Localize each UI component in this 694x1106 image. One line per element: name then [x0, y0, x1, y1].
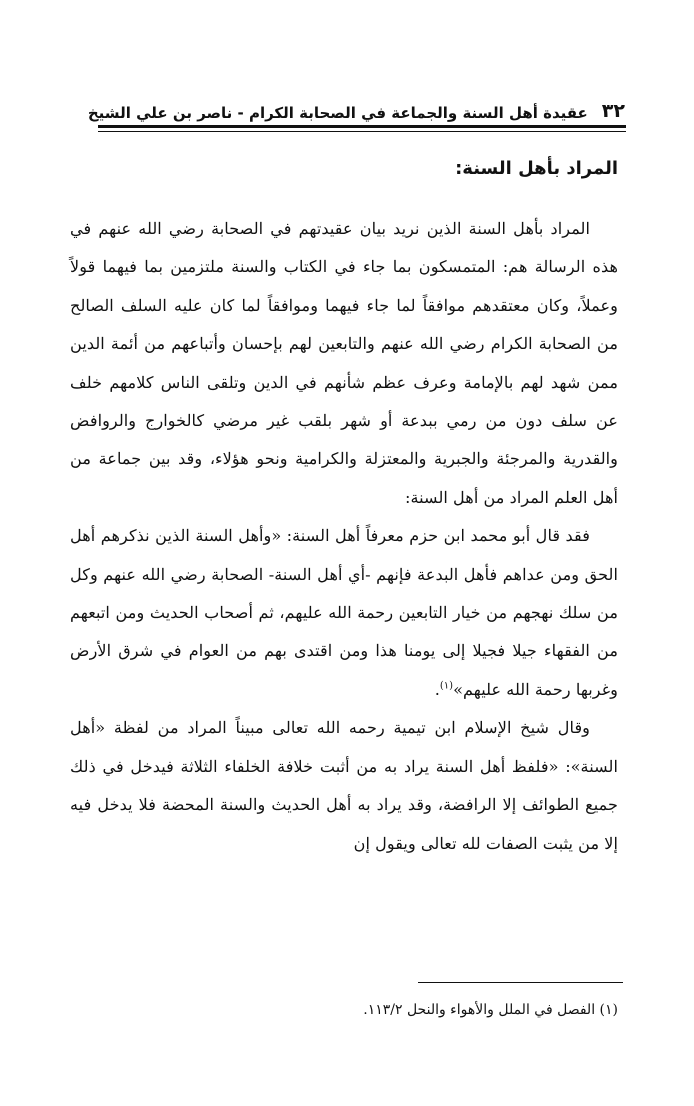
- paragraph-2-text: فقد قال أبو محمد ابن حزم معرفاً أهل السنة: «وأهل السنة الذين نذكرهم أهل الحق ومن عداهم فأهل البدعة فإنهم -أي أهل السنة- الصحابة رضي الله عنهم وكل من سلك نهجهم من خيار التابعين رحمة الله عليهم، ثم أصحاب الحديث ومن اتبعهم من الفقهاء جيلا فجيلا إلى يومنا هذا ومن اقتدى بهم من العوام في شرق الأرض وغربها رحمة الله عليهم»: [70, 526, 618, 699]
- running-title: عقيدة أهل السنة والجماعة في الصحابة الكرام - ناصر بن علي الشيخ: [87, 104, 588, 122]
- footnote: (١) الفصل في الملل والأهواء والنحل ١١٣/٢.: [363, 1002, 618, 1018]
- section-title: المراد بأهل السنة:: [455, 158, 618, 179]
- paragraph-1: المراد بأهل السنة الذين نريد بيان عقيدتهم في الصحابة رضي الله عنهم في هذه الرسالة هم: المتمسكون بما جاء في الكتاب والسنة ملتزمين بما فيهما قولاً وعملاً، وكان معتقدهم موافقاً لما جاء فيهما وموافقاً لما كان عليه السلف الصالح من الصحابة الكرام رضي الله عنهم والتابعين لهم بإحسان وأتباعهم من أئمة الدين ممن شهد لهم بالإمامة وعرف عظم شأنهم في الدين وتلقى الناس كلامهم خلف عن سلف دون من رمي ببدعة أو شهر بلقب غير مرضي كالخوارج والروافض والقدرية والمرجئة والجبرية والمعتزلة والكرامية ونحو هؤلاء، وقد بين جماعة من أهل العلم المراد من أهل السنة:: [70, 219, 618, 507]
- page-header: [87, 88, 625, 122]
- header-rule-thin: [98, 131, 626, 132]
- paragraph-2-end: .: [434, 679, 440, 699]
- page-number: ٣٢: [601, 100, 625, 122]
- paragraph-2: [70, 517, 618, 709]
- footnote-rule: [418, 982, 623, 983]
- header-rule-thick: [98, 125, 626, 128]
- footnote-reference: (١): [439, 680, 454, 692]
- body-text: [70, 210, 618, 863]
- paragraph-3: وقال شيخ الإسلام ابن تيمية رحمه الله تعالى مبيناً المراد من لفظة «أهل السنة»: «فلفظ أهل السنة يراد به من أثبت خلافة الخلفاء الثلاثة فيدخل في ذلك جميع الطوائف إلا الرافضة، وقد يراد به أهل الحديث والسنة المحضة فلا يدخل فيه إلا من يثبت الصفات لله تعالى ويقول إن: [70, 718, 618, 853]
